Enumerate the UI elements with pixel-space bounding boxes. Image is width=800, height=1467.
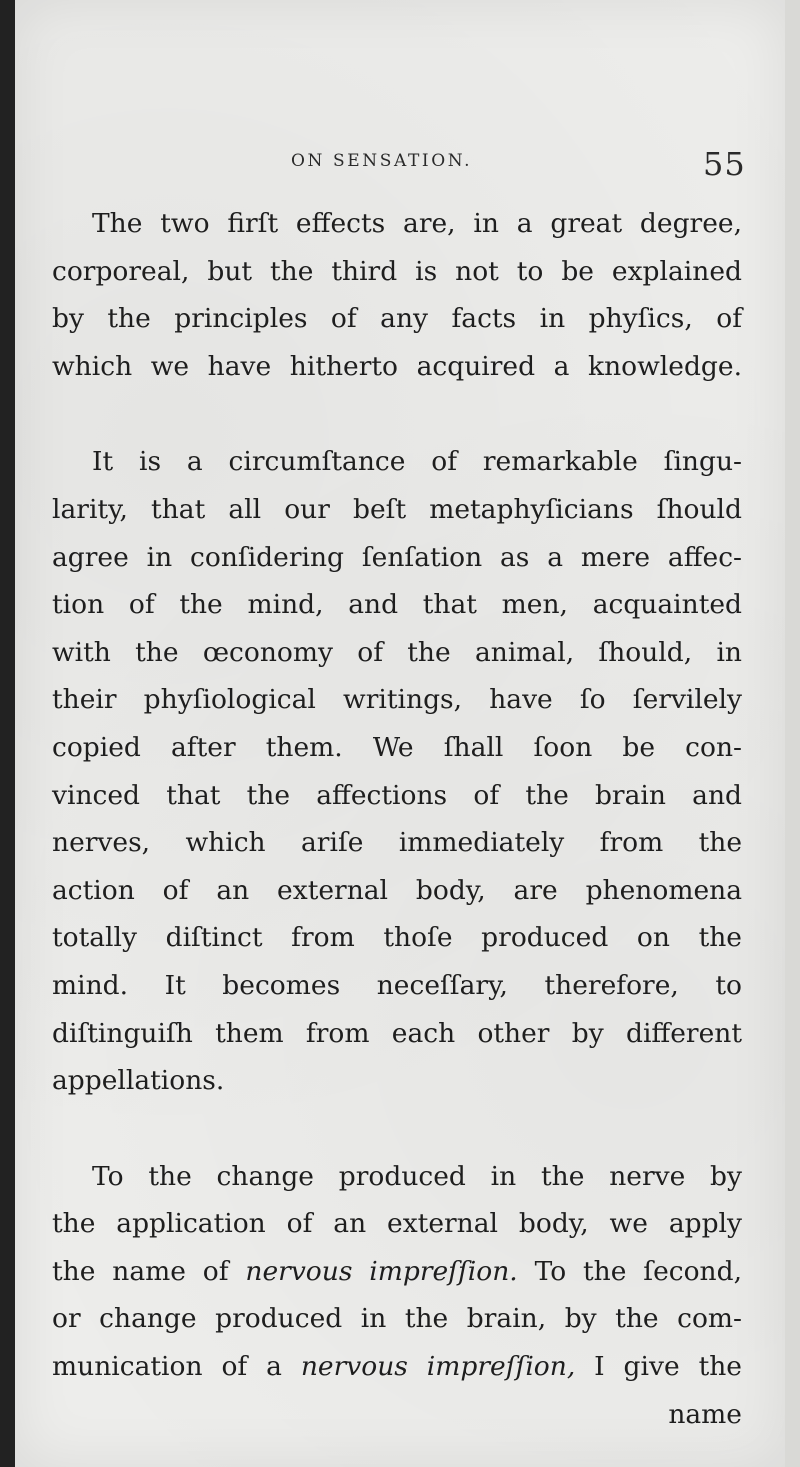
text-line: diſtinguiſh them from each other by different <box>52 1017 742 1049</box>
italic-term: nervous impreſſion. <box>245 1255 518 1287</box>
text-line: tion of the mind, and that men, acquainted <box>52 589 742 621</box>
text-line: by the principles of any facts in phyſics, of <box>52 303 742 335</box>
text-line: with the œconomy of the animal, ſhould, in <box>52 636 742 668</box>
paragraph-1 <box>52 200 742 390</box>
text-line: action of an external body, are phenomena <box>52 874 742 906</box>
text-line: The two firſt effects are, in a great degree, <box>92 208 742 239</box>
book-page <box>15 0 785 1467</box>
page-number: 55 <box>703 145 746 183</box>
text-line: It is a circumſtance of remarkable ſingu- <box>92 446 742 478</box>
text-line: nerves, which ariſe immediately from the <box>52 827 742 859</box>
text-line: or change produced in the brain, by the com- <box>52 1303 742 1335</box>
text-line: larity, that all our beſt metaphyſicians ſhould <box>52 493 742 525</box>
text-line <box>52 1343 742 1391</box>
text-segment: I give the <box>594 1351 742 1383</box>
text-segment: the name of <box>52 1255 229 1287</box>
running-head: ON SENSATION. <box>291 151 473 171</box>
text-line: agree in conſidering ſenſation as a mere affec- <box>52 541 742 573</box>
text-line: copied after them. We ſhall ſoon be con- <box>52 731 742 763</box>
text-line: appellations. <box>52 1065 225 1097</box>
paragraph-2 <box>52 438 742 1104</box>
text-line: their phyſiological writings, have ſo ſervilely <box>52 684 742 716</box>
text-line: To the change produced in the nerve by <box>92 1160 742 1192</box>
text-line: vinced that the affections of the brain and <box>52 779 742 811</box>
text-line: totally diſtinct from thoſe produced on the <box>52 922 742 954</box>
text-segment: To the ſecond, <box>534 1255 743 1287</box>
page-edge-left <box>0 0 15 1467</box>
text-line: mind. It becomes neceſſary, therefore, to <box>52 969 742 1001</box>
text-segment: munication of a <box>52 1351 282 1383</box>
body-text <box>52 200 742 1438</box>
text-line: the application of an external body, we apply <box>52 1208 742 1240</box>
text-line <box>52 1248 742 1296</box>
text-line: which we have hitherto acquired a knowledge. <box>52 350 742 382</box>
italic-term: nervous impreſſion, <box>300 1351 576 1383</box>
catchword: name <box>668 1398 742 1430</box>
page-edge-right <box>785 0 800 1467</box>
page-header <box>15 145 785 185</box>
paragraph-3 <box>52 1153 742 1439</box>
text-line: corporeal, but the third is not to be explained <box>52 255 742 287</box>
